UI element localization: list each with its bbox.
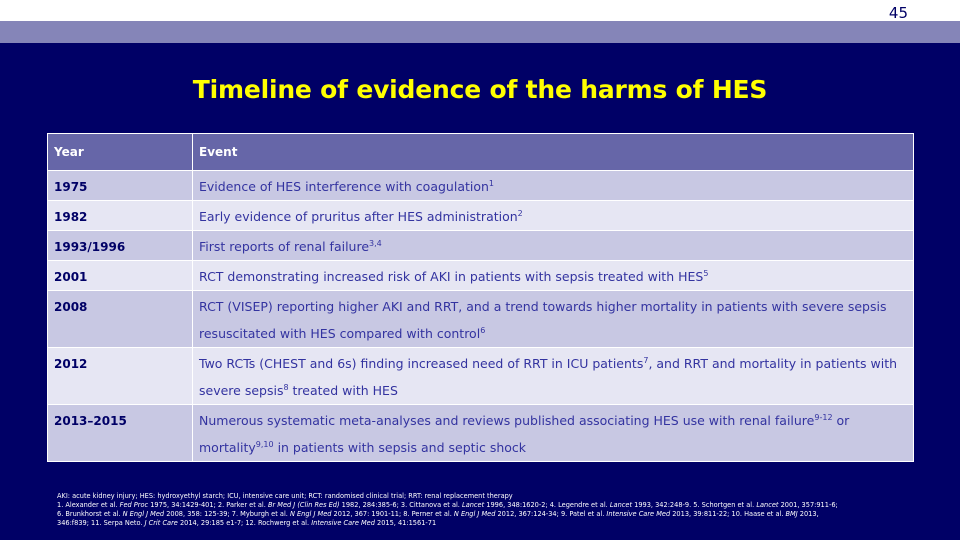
ref-text: 2008, 358: 125-39; 7. Myburgh et al. xyxy=(164,510,290,518)
table-row xyxy=(48,291,914,348)
ref-journal: Intensive Care Med xyxy=(311,519,375,527)
row-event xyxy=(193,405,914,462)
event-text: in patients with sepsis and septic shock xyxy=(273,440,527,455)
event-ref: 1 xyxy=(488,178,495,188)
ref-text: 1993, 342:248-9. 5. Schortgen et al. xyxy=(632,501,757,509)
table-row xyxy=(48,231,914,261)
event-text: treated with HES xyxy=(288,383,398,398)
footnote xyxy=(57,492,927,528)
table-row xyxy=(48,201,914,231)
ref-journal: N Engl J Med xyxy=(122,510,165,518)
header-event: Event xyxy=(193,134,914,171)
row-year: 2013–2015 xyxy=(48,405,193,462)
ref-journal: J Crit Care xyxy=(144,519,178,527)
footnote-references-line xyxy=(57,510,927,519)
event-text: , and RRT and mortality in patients with severe sepsis xyxy=(199,356,898,398)
ref-journal: N Engl J Med xyxy=(289,510,332,518)
row-event xyxy=(193,231,914,261)
row-year: 1982 xyxy=(48,201,193,231)
row-event xyxy=(193,171,914,201)
ref-text: 1975, 34:1429-401; 2. Parker et al. xyxy=(148,501,268,509)
ref-text: 2013, xyxy=(797,510,819,518)
ref-journal: BMJ xyxy=(785,510,798,518)
ref-journal: Br Med J (Clin Res Ed) xyxy=(267,501,340,509)
event-ref: 9,10 xyxy=(255,439,274,449)
table-header-row xyxy=(48,134,914,171)
table-row xyxy=(48,348,914,405)
slide-title: Timeline of evidence of the harms of HES xyxy=(192,75,768,104)
footnote-abbreviations: AKI: acute kidney injury; HES: hydroxyethyl starch; ICU, intensive care unit; RCT: randomised clinical trial; RRT: renal replacement therapy xyxy=(57,492,513,500)
event-ref: 5 xyxy=(703,268,709,278)
row-year: 1975 xyxy=(48,171,193,201)
ref-journal: Intensive Care Med xyxy=(606,510,671,518)
row-event xyxy=(193,201,914,231)
event-ref: 2 xyxy=(517,208,523,218)
ref-text: 1982, 284:385-6; 3. Cittanova et al. xyxy=(339,501,463,509)
table-row xyxy=(48,405,914,462)
footnote-references-line xyxy=(57,519,927,528)
event-text: or mortality xyxy=(199,413,850,455)
ref-journal: Fed Proc xyxy=(119,501,149,509)
event-text: RCT (VISEP) reporting higher AKI and RRT, and a trend towards higher mortality in patients with severe sepsis resuscitated with HES compared with control xyxy=(199,299,887,341)
timeline-table xyxy=(47,133,914,462)
table-row xyxy=(48,261,914,291)
event-ref: 8 xyxy=(283,382,289,392)
ref-text: 2012, 367:124-34; 9. Patel et al. xyxy=(495,510,607,518)
ref-text: 346:f839; 11. Serpa Neto. xyxy=(57,519,145,527)
ref-text: 2015, 41:1561-71 xyxy=(374,519,437,527)
ref-text: 1996, 348:1620-2; 4. Legendre et al. xyxy=(484,501,610,509)
event-text: RCT demonstrating increased risk of AKI in patients with sepsis treated with HES xyxy=(199,269,704,284)
event-ref: 6 xyxy=(480,325,486,335)
row-event xyxy=(193,261,914,291)
header-year: Year xyxy=(48,134,193,171)
event-ref: 9-12 xyxy=(814,412,833,422)
ref-journal: Lancet xyxy=(462,501,485,509)
event-text: First reports of renal failure xyxy=(199,239,370,254)
event-text: Numerous systematic meta-analyses and reviews published associating HES use with renal failure xyxy=(199,413,815,428)
event-ref: 7 xyxy=(643,355,649,365)
event-text: Evidence of HES interference with coagulation xyxy=(199,179,489,194)
row-year: 2008 xyxy=(48,291,193,348)
ref-text: 2014, 29:185 e1-7; 12. Rochwerg et al. xyxy=(177,519,312,527)
ref-text: 2012, 367: 1901-11; 8. Perner et al. xyxy=(331,510,454,518)
table-row xyxy=(48,171,914,201)
event-text: Early evidence of pruritus after HES administration xyxy=(199,209,518,224)
row-event xyxy=(193,348,914,405)
row-event xyxy=(193,291,914,348)
row-year: 1993/1996 xyxy=(48,231,193,261)
ref-text: 1. Alexander et al. xyxy=(57,501,120,509)
ref-text: 6. Brunkhorst et al. xyxy=(57,510,123,518)
row-year: 2012 xyxy=(48,348,193,405)
page-number: 45 xyxy=(888,4,908,22)
ref-text: 2001, 357:911-6; xyxy=(778,501,838,509)
top-band xyxy=(0,21,960,43)
ref-journal: Lancet xyxy=(756,501,779,509)
event-ref: 3,4 xyxy=(369,238,382,248)
ref-journal: N Engl J Med xyxy=(453,510,496,518)
top-white-strip xyxy=(0,0,960,21)
row-year: 2001 xyxy=(48,261,193,291)
event-text: Two RCTs (CHEST and 6s) finding increased need of RRT in ICU patients xyxy=(199,356,644,371)
ref-journal: Lancet xyxy=(609,501,633,509)
footnote-references-line xyxy=(57,501,927,510)
ref-text: 2013, 39:811-22; 10. Haase et al. xyxy=(670,510,786,518)
